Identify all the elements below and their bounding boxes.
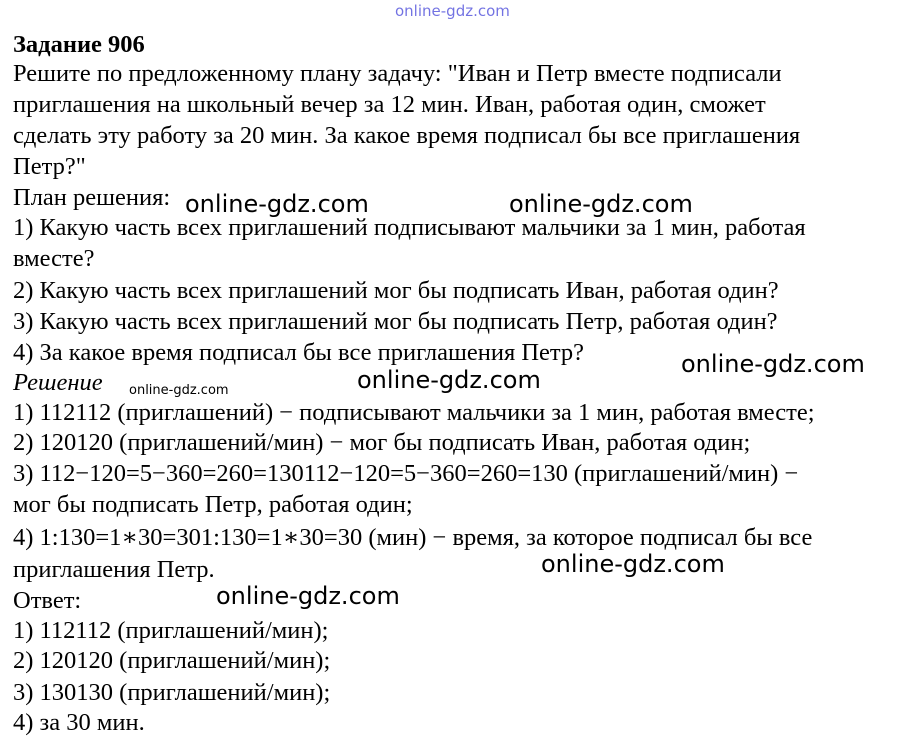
problem-line: Петр?" [13,153,86,180]
watermark: online-gdz.com [185,190,369,218]
answer-line: 4) за 30 мин. [13,709,145,736]
plan-line: 1) Какую часть всех приглашений подписывают мальчики за 1 мин, работая [13,214,806,241]
problem-line: Решите по предложенному плану задачу: "Иван и Петр вместе подписали [13,60,782,87]
plan-line: 2) Какую часть всех приглашений мог бы подписать Иван, работая один? [13,277,779,304]
answer-line: 3) 130130 (приглашений/мин); [13,679,331,706]
problem-line: приглашения на школьный вечер за 12 мин. Иван, работая один, сможет [13,91,766,118]
plan-line: вместе? [13,245,95,272]
watermark: online-gdz.com [681,350,865,378]
solution-line: мог бы подписать Петр, работая один; [13,491,413,518]
watermark: online-gdz.com [541,550,725,578]
watermark: online-gdz.com [509,190,693,218]
answer-line: 2) 120120 (приглашений/мин); [13,647,331,674]
answer-heading: Ответ: [13,587,82,614]
header-watermark: online-gdz.com [395,2,510,20]
watermark: online-gdz.com [216,582,400,610]
plan-line: 4) За какое время подписал бы все приглашения Петр? [13,339,585,366]
solution-line: приглашения Петр. [13,556,215,583]
watermark: online-gdz.com [357,366,541,394]
task-title: Задание 906 [13,31,145,58]
answer-line: 1) 112112 (приглашений/мин); [13,617,329,644]
problem-line: сделать эту работу за 20 мин. За какое время подписал бы все приглашения [13,122,801,149]
plan-line: 3) Какую часть всех приглашений мог бы подписать Петр, работая один? [13,308,778,335]
plan-heading: План решения: [13,184,171,211]
solution-line: 4) 1:130=1∗30=301:130=1∗30=30 (мин) − время, за которое подписал бы все [13,524,813,551]
solution-heading: Решение [13,369,103,396]
solution-line: 2) 120120 (приглашений/мин) − мог бы подписать Иван, работая один; [13,429,751,456]
watermark-small: online-gdz.com [129,383,229,398]
solution-line: 1) 112112 (приглашений) − подписывают мальчики за 1 мин, работая вместе; [13,399,815,426]
solution-line: 3) 112−120=5−360=260=130112−120=5−360=260=130 (приглашений/мин) − [13,460,799,487]
